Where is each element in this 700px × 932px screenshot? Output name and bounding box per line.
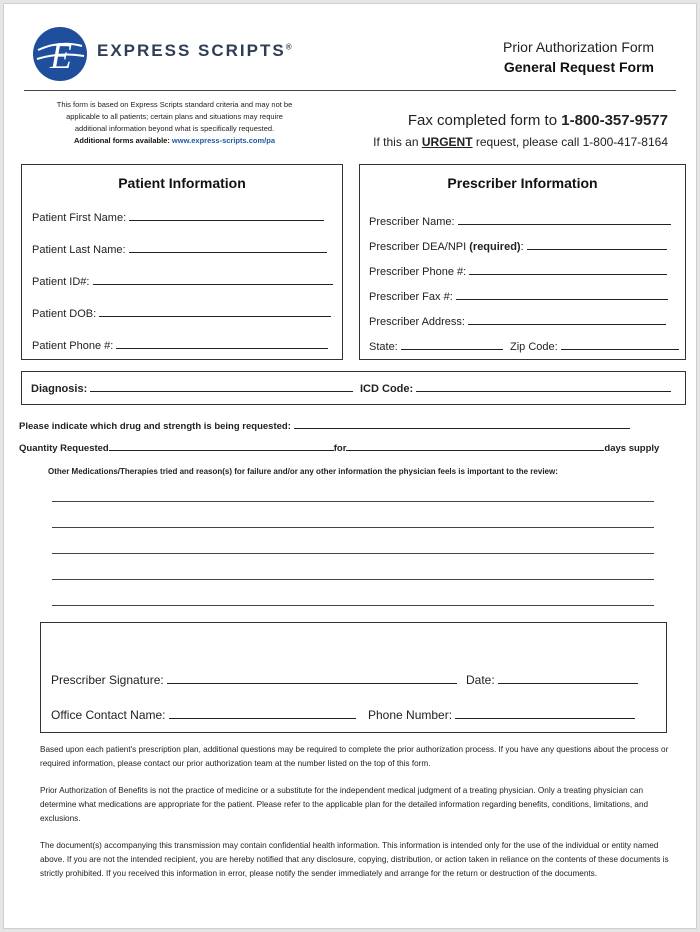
other-medications-line-3[interactable] xyxy=(52,553,654,554)
patient-phone-field[interactable]: Patient Phone #: xyxy=(32,338,328,352)
footer-paragraph-2: Prior Authorization of Benefits is not the practice of medicine or a substitute for the independent medical judgment of a treating physician. Only a treating physician can determine what medications are appropriate for the patient. Please refer to the applicable plan for the detailed information regarding benefits, conditions, limitations, and exclusions. xyxy=(40,786,649,823)
prescriber-address-field[interactable]: Prescriber Address: xyxy=(369,314,666,328)
diagnosis-box xyxy=(21,371,686,405)
patient-last-name-field[interactable]: Patient Last Name: xyxy=(32,242,327,256)
form-title: Prior Authorization Form xyxy=(503,39,654,55)
footer-paragraph-3: The document(s) accompanying this transmission may contain confidential health information. This information is intended only for the use of the individual or entity named above. If you are not the intended recipient, you are hereby notified that any disclosure, copying, distribution, or action taken in reliance on the contents of these documents is strictly prohibited. If you received this information in error, please notify the sender immediately and arrange for the return or destruction of the documents. xyxy=(40,841,669,878)
patient-first-name-field[interactable]: Patient First Name: xyxy=(32,210,324,224)
signature-box xyxy=(40,622,667,733)
brand-name: EXPRESS SCRIPTS® xyxy=(97,41,294,60)
patient-info-box xyxy=(21,164,343,360)
drug-strength-field[interactable]: Please indicate which drug and strength is being requested: xyxy=(19,418,630,432)
prescriber-info-box xyxy=(359,164,686,360)
prescriber-info-title: Prescriber Information xyxy=(447,175,598,191)
header-divider xyxy=(24,90,676,91)
form-subtitle: General Request Form xyxy=(503,59,654,75)
prescriber-fax-field[interactable]: Prescriber Fax #: xyxy=(369,289,668,303)
other-medications-line-2[interactable] xyxy=(52,527,654,528)
prescriber-name-field[interactable]: Prescriber Name: xyxy=(369,214,671,228)
other-medications-line-1[interactable] xyxy=(52,501,654,502)
forms-link[interactable]: www.express-scripts.com/pa xyxy=(171,136,276,145)
prescriber-state-field[interactable]: State: xyxy=(369,339,503,353)
diagnosis-field[interactable]: Diagnosis: xyxy=(31,381,353,395)
form-page xyxy=(3,3,697,929)
intro-text: This form is based on Express Scripts standard criteria and may not be applicable to all patients; certain plans and situations may require additional information beyond what is specifically requested. Additional forms available: www.express-scripts.com/pa xyxy=(56,100,293,145)
prescriber-zip-field[interactable]: Zip Code: xyxy=(510,339,679,353)
prescriber-dea-field[interactable]: Prescriber DEA/NPI (required): xyxy=(369,239,667,253)
patient-info-title: Patient Information xyxy=(118,175,246,191)
other-medications-label: Other Medications/Therapies tried and reason(s) for failure and/or any other information the physician feels is important to the review: xyxy=(48,467,558,476)
office-phone-field[interactable]: Phone Number: xyxy=(368,708,635,722)
prescriber-signature-field[interactable]: Prescriber Signature: xyxy=(51,673,457,687)
patient-id-field[interactable]: Patient ID#: xyxy=(32,274,333,288)
fax-instruction: Fax completed form to 1-800-357-9577 xyxy=(407,112,668,129)
logo-letter: E xyxy=(50,36,72,76)
patient-dob-field[interactable]: Patient DOB: xyxy=(32,306,331,320)
other-medications-line-4[interactable] xyxy=(52,579,654,580)
prescriber-phone-field[interactable]: Prescriber Phone #: xyxy=(369,264,667,278)
signature-date-field[interactable]: Date: xyxy=(466,673,638,687)
urgent-instruction: If this an URGENT request, please call 1-800-417-8164 xyxy=(373,135,668,149)
icd-code-field[interactable]: ICD Code: xyxy=(360,381,671,395)
other-medications-line-5[interactable] xyxy=(52,605,654,606)
quantity-field[interactable]: Quantity Requested for days supply xyxy=(19,440,659,454)
footer-paragraph-1: Based upon each patient's prescription plan, additional questions may be required to complete the prior authorization process. If you have any questions about the process or required information, please contact our prior authorization team at the number listed on the top of this form. xyxy=(40,745,669,768)
office-contact-field[interactable]: Office Contact Name: xyxy=(51,708,356,722)
express-scripts-logo xyxy=(32,26,88,82)
